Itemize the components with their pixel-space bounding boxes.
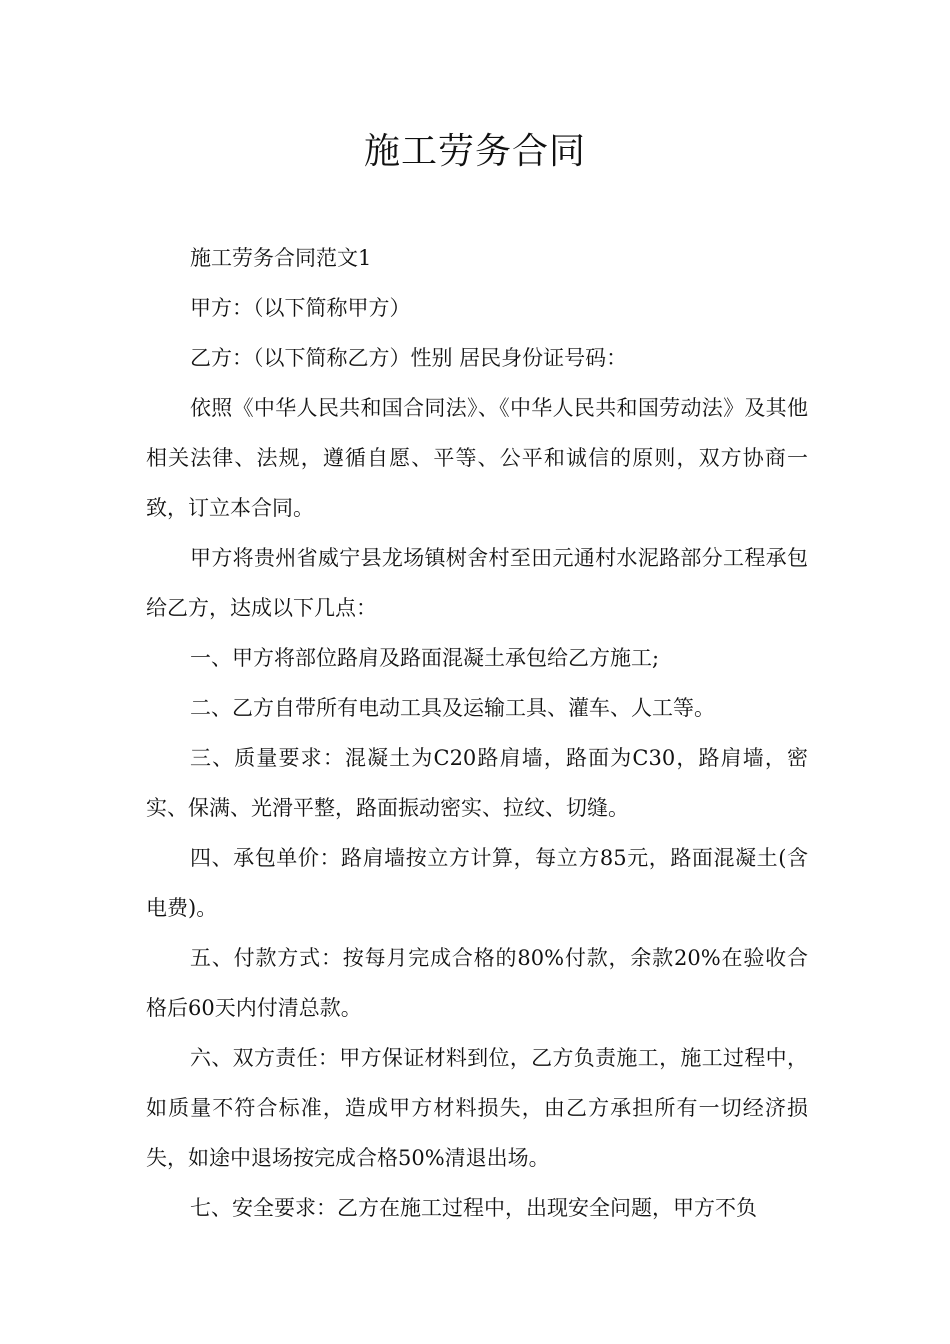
paragraph-subtitle: 施工劳务合同范文1: [190, 246, 372, 270]
paragraph-clause-5: 五、付款方式：按每月完成合格的80%付款，余款20%在验收合格后60天内付清总款。: [146, 946, 808, 1020]
document-body: [146, 233, 808, 1233]
paragraph-legal-basis: 依照《中华人民共和国合同法》、《中华人民共和国劳动法》及其他相关法律、法规，遵循自愿、平等、公平和诚信的原则，双方协商一致，订立本合同。: [146, 396, 808, 520]
document-title: 施工劳务合同: [363, 131, 586, 172]
paragraph-party-b: 乙方：（以下简称乙方）性别 居民身份证号码：: [190, 346, 628, 370]
paragraph-clause-3: 三、质量要求：混凝土为C20路肩墙，路面为C30，路肩墙，密实、保满、光滑平整，路面振动密实、拉纹、切缝。: [146, 746, 808, 820]
paragraph-party-a: 甲方：（以下简称甲方）: [190, 296, 411, 320]
paragraph-clause-7: 七、安全要求：乙方在施工过程中，出现安全问题，甲方不负: [190, 1196, 757, 1220]
paragraph-clause-2: 二、乙方自带所有电动工具及运输工具、灌车、人工等。: [190, 696, 715, 720]
paragraph-clause-1: 一、甲方将部位路肩及路面混凝土承包给乙方施工;: [190, 646, 660, 670]
paragraph-project-scope: 甲方将贵州省威宁县龙场镇树舍村至田元通村水泥路部分工程承包给乙方，达成以下几点：: [146, 546, 808, 620]
paragraph-clause-6: 六、双方责任：甲方保证材料到位，乙方负责施工，施工过程中，如质量不符合标准，造成甲方材料损失，由乙方承担所有一切经济损失，如途中退场按完成合格50%清退出场。: [146, 1046, 808, 1170]
paragraph-clause-4: 四、承包单价：路肩墙按立方计算，每立方85元，路面混凝土(含电费)。: [146, 846, 808, 920]
